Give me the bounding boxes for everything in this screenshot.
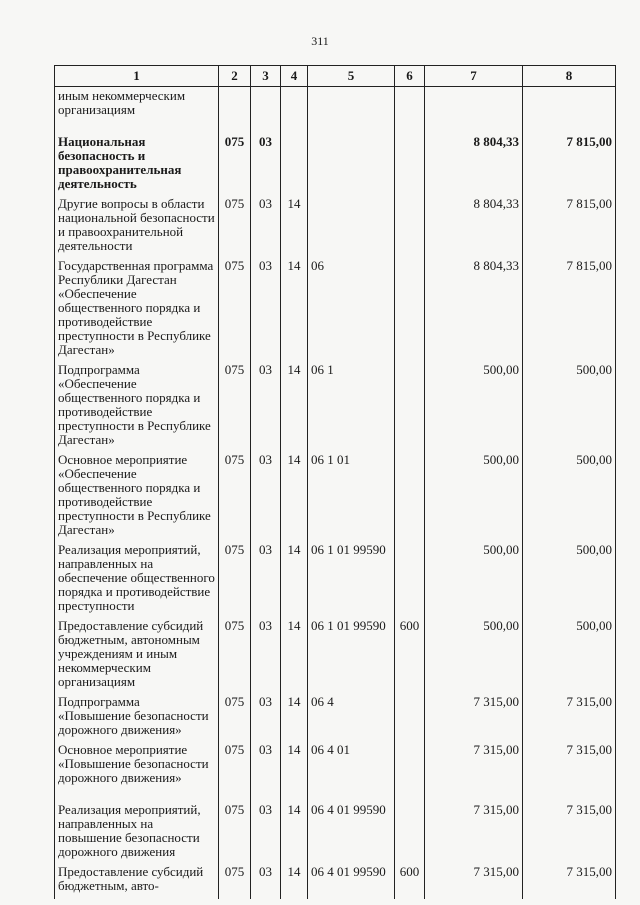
subsection-cell: 14 <box>281 191 308 253</box>
amount-col7-cell: 8 804,33 <box>425 253 523 357</box>
column-header: 6 <box>395 66 425 87</box>
subsection-cell: 14 <box>281 689 308 737</box>
section-cell <box>251 87 281 127</box>
row-name-cell: Реализация мероприятий, направленных на повышение безопасности дорожного движения <box>55 797 219 859</box>
amount-col7-cell: 8 804,33 <box>425 191 523 253</box>
column-header: 8 <box>523 66 616 87</box>
expense-type-cell <box>395 87 425 127</box>
row-name-cell: Реализация мероприятий, направленных на обеспечение общественного порядка и противодействие преступности <box>55 537 219 613</box>
subsection-cell <box>281 87 308 127</box>
chapter-cell: 075 <box>219 191 251 253</box>
chapter-cell: 075 <box>219 859 251 899</box>
amount-col8-cell: 500,00 <box>523 447 616 537</box>
section-cell: 03 <box>251 191 281 253</box>
column-header: 3 <box>251 66 281 87</box>
amount-col8-cell: 7 315,00 <box>523 737 616 797</box>
row-name-cell: Другие вопросы в области национальной безопасности и правоохранительной деятельности <box>55 191 219 253</box>
amount-col8-cell: 7 315,00 <box>523 689 616 737</box>
subsection-cell: 14 <box>281 613 308 689</box>
expense-type-cell <box>395 191 425 253</box>
section-cell: 03 <box>251 689 281 737</box>
expense-type-cell <box>395 689 425 737</box>
section-cell: 03 <box>251 357 281 447</box>
expense-type-cell <box>395 447 425 537</box>
chapter-cell: 075 <box>219 797 251 859</box>
row-name-cell: Основное мероприятие «Повышение безопасности дорожного движения» <box>55 737 219 797</box>
amount-col7-cell: 500,00 <box>425 537 523 613</box>
subsection-cell: 14 <box>281 253 308 357</box>
expense-type-cell: 600 <box>395 613 425 689</box>
column-header: 5 <box>308 66 395 87</box>
row-name-cell: Подпрограмма «Повышение безопасности дорожного движения» <box>55 689 219 737</box>
section-cell: 03 <box>251 537 281 613</box>
target-article-cell: 06 4 01 <box>308 737 395 797</box>
subsection-cell: 14 <box>281 859 308 899</box>
expense-type-cell <box>395 253 425 357</box>
table-row <box>55 859 616 899</box>
target-article-cell: 06 4 <box>308 689 395 737</box>
table-row <box>55 253 616 357</box>
amount-col7-cell: 500,00 <box>425 447 523 537</box>
subsection-cell: 14 <box>281 737 308 797</box>
budget-table <box>54 65 616 899</box>
expense-type-cell: 600 <box>395 859 425 899</box>
row-name-cell: Основное мероприятие «Обеспечение общественного порядка и противодействие преступности в Республике Дагестан» <box>55 447 219 537</box>
chapter-cell: 075 <box>219 357 251 447</box>
expense-type-cell <box>395 357 425 447</box>
table-row <box>55 191 616 253</box>
table-row <box>55 127 616 191</box>
table-row <box>55 447 616 537</box>
target-article-cell: 06 1 01 99590 <box>308 537 395 613</box>
expense-type-cell <box>395 737 425 797</box>
amount-col8-cell: 7 315,00 <box>523 859 616 899</box>
amount-col8-cell: 500,00 <box>523 357 616 447</box>
subsection-cell <box>281 127 308 191</box>
target-article-cell: 06 4 01 99590 <box>308 859 395 899</box>
target-article-cell: 06 1 <box>308 357 395 447</box>
chapter-cell: 075 <box>219 613 251 689</box>
table-row <box>55 613 616 689</box>
chapter-cell: 075 <box>219 737 251 797</box>
amount-col8-cell: 7 815,00 <box>523 191 616 253</box>
section-cell: 03 <box>251 447 281 537</box>
subsection-cell: 14 <box>281 797 308 859</box>
subsection-cell: 14 <box>281 537 308 613</box>
amount-col7-cell: 7 315,00 <box>425 859 523 899</box>
target-article-cell: 06 1 01 99590 <box>308 613 395 689</box>
amount-col7-cell <box>425 87 523 127</box>
section-cell: 03 <box>251 797 281 859</box>
section-cell: 03 <box>251 859 281 899</box>
amount-col8-cell <box>523 87 616 127</box>
chapter-cell: 075 <box>219 253 251 357</box>
chapter-cell: 075 <box>219 689 251 737</box>
column-header: 4 <box>281 66 308 87</box>
target-article-cell: 06 4 01 99590 <box>308 797 395 859</box>
amount-col7-cell: 500,00 <box>425 357 523 447</box>
amount-col7-cell: 7 315,00 <box>425 797 523 859</box>
row-name-cell: Национальная безопасность и правоохранительная деятельность <box>55 127 219 191</box>
target-article-cell: 06 <box>308 253 395 357</box>
amount-col8-cell: 500,00 <box>523 537 616 613</box>
target-article-cell <box>308 87 395 127</box>
subsection-cell: 14 <box>281 357 308 447</box>
section-cell: 03 <box>251 737 281 797</box>
page-number: 311 <box>311 34 329 48</box>
table-row <box>55 737 616 797</box>
column-header: 2 <box>219 66 251 87</box>
table-row <box>55 87 616 127</box>
target-article-cell: 06 1 01 <box>308 447 395 537</box>
chapter-cell: 075 <box>219 537 251 613</box>
row-name-cell: Предоставление субсидий бюджетным, автономным учреждениям и иным некоммерческим организациям <box>55 613 219 689</box>
section-cell: 03 <box>251 253 281 357</box>
row-name-cell: Подпрограмма «Обеспечение общественного порядка и противодействие преступности в Республике Дагестан» <box>55 357 219 447</box>
table-body <box>55 87 616 899</box>
amount-col8-cell: 7 315,00 <box>523 797 616 859</box>
target-article-cell <box>308 127 395 191</box>
amount-col8-cell: 500,00 <box>523 613 616 689</box>
target-article-cell <box>308 191 395 253</box>
table-row <box>55 797 616 859</box>
amount-col7-cell: 7 315,00 <box>425 689 523 737</box>
section-cell: 03 <box>251 613 281 689</box>
header-row <box>55 66 616 87</box>
chapter-cell: 075 <box>219 447 251 537</box>
column-header: 1 <box>55 66 219 87</box>
amount-col7-cell: 500,00 <box>425 613 523 689</box>
expense-type-cell <box>395 537 425 613</box>
expense-type-cell <box>395 797 425 859</box>
row-name-cell: Предоставление субсидий бюджетным, авто- <box>55 859 219 899</box>
amount-col8-cell: 7 815,00 <box>523 253 616 357</box>
row-name-cell: Государственная программа Республики Дагестан «Обеспечение общественного порядка и противодействие преступности в Республике Дагестан» <box>55 253 219 357</box>
table-row <box>55 689 616 737</box>
table-row <box>55 357 616 447</box>
chapter-cell: 075 <box>219 127 251 191</box>
amount-col7-cell: 7 315,00 <box>425 737 523 797</box>
amount-col7-cell: 8 804,33 <box>425 127 523 191</box>
amount-col8-cell: 7 815,00 <box>523 127 616 191</box>
chapter-cell <box>219 87 251 127</box>
subsection-cell: 14 <box>281 447 308 537</box>
table-row <box>55 537 616 613</box>
section-cell: 03 <box>251 127 281 191</box>
expense-type-cell <box>395 127 425 191</box>
row-name-cell: иным некоммерческим организациям <box>55 87 219 127</box>
column-header: 7 <box>425 66 523 87</box>
